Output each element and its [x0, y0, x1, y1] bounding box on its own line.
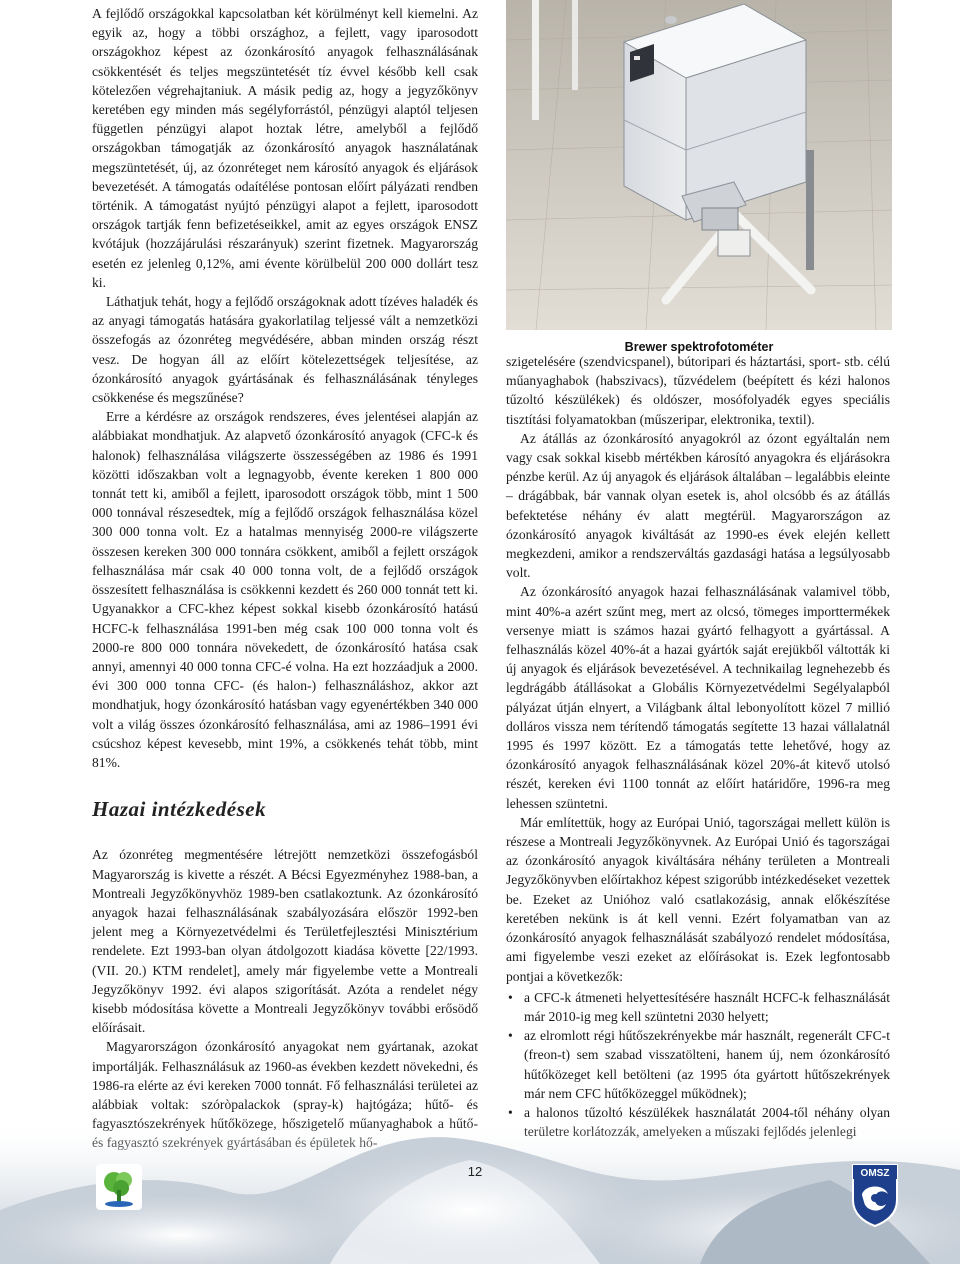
- photo-caption: Brewer spektrofotométer: [624, 340, 774, 354]
- left-column: [92, 4, 478, 1153]
- list-item: • a halonos tűzoltó készülékek használatát 2004-től néhány olyan: [506, 1103, 890, 1141]
- list-item: • az elromlott régi hűtőszekrényekbe már használt, regenerált CFC-t (freon-t) sem szabad visszatölteni, hanem új, nem ózonkárosító hűtőközeget kell betölteni (az 1995 óta gyártott hűtőszekrények már nem CFC hűtőközeggel működnek);: [506, 1026, 890, 1103]
- footer-cloud-background: [0, 1060, 960, 1264]
- paragraph: szigetelésére (szendvicspanel), bútoripari és háztartási, sport- stb. célú műanyaghabok (habszivacs), tűzvédelem (beépített és kézi halonos tűzoltó készülékek) és oldószer, mosófolyadék egyes speciális tisztítási folyamatokban (műszeripar, elektronika, textil).: [506, 354, 890, 427]
- paragraph: Az ózonkárosító anyagok hazai felhasználásának valamivel több, mint 40%-a azért szűnt meg, mert az olcsó, tömeges importtermékek versenye miatt is számos hazai gyártó felhagyott a gyártással. A felhasználás közel 40%-át a hazai gyártók saját erejükből váltották ki új anyagok és eljárások bevezetésével. A technikailag legnehezebb és legdrágább átállásokat a Globális Környezetvédelmi Segélyalapból pályázat útján elnyert, a Világbank által lebonyolított közel 7 millió dolláros vissza nem térítendő támogatás segítette 13 hazai vállalatnál 1995 és 1997 között. Ez a támogatás tette lehetővé, hogy az ózonkárosító anyagok felhasználásának közel 20%-át kitevő utolsó részét, kereken évi 1100 tonnát az előírt határidőre, 1996-ra meg lehessen szüntetni.: [506, 584, 890, 811]
- omsz-logo-icon: [850, 1162, 900, 1228]
- paragraph: Magyarországon ózonkárosító anyagokat nem gyártanak, azokat importálják. Felhasználásuk az 1960-as években kezdett növekedni, és 1986-ra elérte az évi kereken 7000 tonnát. Fő felhasználási területei az alábbiak voltak: szóròpalackok (spray-k) hajtógáza; hűtő- és: [92, 1039, 478, 1112]
- omsz-logo-text: OMSZ: [860, 1168, 890, 1179]
- paragraph: Az ózonréteg megmentésére létrejött nemzetközi összefogásból Magyarország is kivette a részét. A Bécsi Egyezményhez 1988-ban, a Montreali Jegyzőkönyvhöz 1989-ben csatlakoztunk. Az ózonkárosító anyagok hazai felhasználásának szabályozására először 1992-ben jelent meg a Környezetvédelmi és Területfejlesztési Minisztérium rendelete. Ezt 1993-ban olyan átdolgozott kiadása követte [22/1993. (VII. 20.) KTM rendelet], amely már figyelembe vette a Montreali Jegyzőkönyv 1992. évi alapos szigorítását. Azóta a rendelet négy kisebb módosítása követte a Montreali Jegyzőkönyv további erősödő előírásait.: [92, 847, 478, 1036]
- section-heading: Hazai intézkedések: [92, 797, 267, 822]
- brewer-photo: [506, 0, 892, 330]
- tree-logo-icon: [96, 1164, 142, 1210]
- paragraph: Erre a kérdésre az országok rendszeres, éves jelentései alapján az alábbiakat mondhatjuk. Az alapvető ózonkárosító anyagok (CFC-k és halonok) felhasználása világszerte összességében az 1986 és 1991 közötti időszakban volt a legnagyobb, évente kereken 1 800 000 tonnát tett ki, amiből a fejlett, iparosodott országok több, mint 1 500 000 tonnával részesedtek, míg a fejlődő országok felhasználása közel 300 000 tonna volt. Ez a hatalmas mennyiség 2000-re világszerte összesen kereken 300 000 tonnára csökkent, amiből a fejlett országok felhasználása már csak 40 000 tonna volt, de a fejlődő országok összesített felhasználása is csökkenni kezdett és 260 000 tonnát tett ki. Ugyanakkor a CFC-khez képest sokkal kisebb ózonkárosító hatású HCFC-k felhasználása 1991-ben még csak 100 000 tonna volt és 2000-re 800 000 tonnára növekedett, de ózonkárosító hatása csak annyi, amennyi 40 000 tonna CFC-é volna. Ha ezt hozzáadjuk a 2000. évi 300 000 tonna CFC- (és halon-) felhasználáshoz, akkor azt mondhatjuk, hogy ózonkárosító hatásban vagy egyenértékben 340 000 volt a világ összes ózonkárosító felhasználása, ami az 1986–1991 évi csúcshoz képest kevesebb, mint 19%, a csökkenés tehát több, mint 81%.: [92, 409, 478, 770]
- paragraph: Már említettük, hogy az Európai Unió, tagországai mellett külön is részese a Montreali Jegyzőkönyvnek. Az Európai Unió és tagországai az ózonkárosító anyagok kiváltására néhány területen a Montreali Jegyzőkönyvben előírtakhoz képest szigorúbb intézkedéseket vezettek be. Ezeket az Unióhoz való csatlakozásig, annak előkészítése keretében nekünk is át kell venni. Ezért folyamatban van az ózonkárosító anyagok felhasználását szabályozó rendelet módosítása, ami figyelembe veszi ezeket az előírásokat is. Ezek legfontosabb pontjai a következők:: [506, 814, 890, 984]
- paragraph: Láthatjuk tehát, hogy a fejlődő országoknak adott tízéves haladék és az anyagi támogatás hatására gyakorlatilag teljessé vált a nemzetközi összefogás az ózonréteg megvédésére, abban minden ország részt vesz. De hogyan áll az előírt kötelezettségek teljesítése, az ózonkárosító anyagok gyártásának és felhasználásának tényleges csökkenése és megszűnése?: [92, 294, 478, 406]
- paragraph: Az átállás az ózonkárosító anyagokról az ózont egyáltalán nem vagy csak sokkal kisebb mértékben károsító anyagokra és eljárásokra pénzbe kerül. Az új anyagok és eljárások általában – legalábbis eleinte – drágábbak, bár vannak olyan esetek is, ahol olcsóbb és az átállás befektetése néhány év alatt megtérül. Magyarországon az ózonkárosító anyagok kiváltását az 1990-es évek elején kellett megkezdeni, amikor a rendszerváltás gazdasági hatása a legsúlyosabb volt.: [506, 430, 890, 581]
- brewer-illustration: [506, 0, 892, 330]
- list-item: • a CFC-k átmeneti helyettesítésére használt HCFC-k felhasználását már 2010-ig meg kell szüntetni 2030 helyett;: [506, 988, 890, 1026]
- page-number: 12: [467, 1164, 483, 1179]
- right-column: [506, 352, 890, 1141]
- paragraph: A fejlődő országokkal kapcsolatban két körülményt kell kiemelni. Az egyik az, hogy a többi országhoz, a fejlett, vagy iparosodott országokhoz képest az ózonkárosító anyagok felhasználásának csökkentését és teljes megszüntetését tíz évvel később kell csak kötelezően végrehajtaniuk. A másik pedig az, hogy a jegyzőkönyv keretében egy minden más segélyforrástól, pénzügyi alaptól teljesen független pénzügyi alapot hoztak létre, amelyből a fejlődő országokban támogatják az ózonkárosító anyagok használatának megszüntetését, új, az ózonréteget nem károsító anyagok és eljárások bevezetését. A támogatás odaítélése pontosan előírt pályázati rendben történik. A támogatást nyújtó pénzügyi alapot a fejlett, iparosodott országok tartják fenn befizetéseikkel, amit az egyes országok ENSZ kvótájuk (hozzájárulási részarányuk) szerint fizetnek. Magyarország esetén ez jelenleg 0,12%, ami évente körülbelül 200 000 dollárt tesz ki.: [92, 6, 478, 290]
